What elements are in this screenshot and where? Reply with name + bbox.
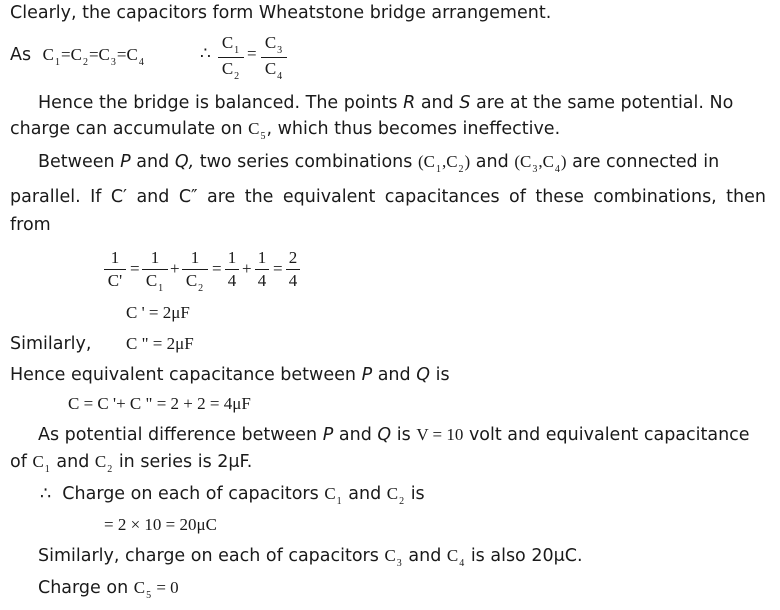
- equals-sign: =: [247, 44, 257, 63]
- statement-line: [10, 2, 551, 24]
- therefore-symbol: ∴: [200, 44, 211, 63]
- series-paragraph-line3: from: [10, 215, 51, 235]
- charge-c1-c2-line: ∴ Charge on each of capacitors $C_1$ and $C_2$ is: [40, 484, 425, 507]
- balanced-paragraph-line1: Hence the bridge is balanced. The points R and S are at the same potential. No: [38, 93, 734, 113]
- similarly-label: Similarly,: [10, 334, 92, 354]
- fraction-1-over-c2: 1 $C_2$: [182, 248, 208, 294]
- fraction-2-over-4: 2 4: [286, 248, 300, 291]
- capacitor-equality: $C_1=C_2=C_3=C_4$: [42, 45, 144, 68]
- equality-equation: [10, 44, 145, 69]
- charge-c3-c4-line: Similarly, charge on each of capacitors $C_3$ and $C_4$ is also 20μC.: [38, 546, 583, 569]
- charge-c5-line: Charge on $C_5 = 0$: [38, 578, 179, 601]
- fraction-1-over-4-b: 1 4: [255, 248, 269, 291]
- fraction-1-over-4-a: 1 4: [225, 248, 239, 291]
- cdoubleprime-result: C " = 2μF: [126, 334, 194, 353]
- ratio-fraction-right: $C_3$ $C_4$: [261, 33, 287, 82]
- statement-text: Clearly, the capacitors form Wheatstone bridge arrangement.: [10, 3, 552, 23]
- as-label: As: [10, 45, 32, 65]
- charge-value-equation: = 2 × 10 = 20μC: [104, 515, 217, 534]
- total-capacitance-equation: C = C '+ C " = 2 + 2 = 4μF: [68, 394, 251, 413]
- ratio-fraction-left: $C_1$ $C_2$: [218, 33, 244, 82]
- fraction-1-over-cprime: 1 C': [104, 248, 126, 291]
- potential-paragraph-line1: As potential difference between P and Q is V = 10 volt and equivalent capacitance: [38, 425, 750, 445]
- series-paragraph-line1: Between P and Q, two series combinations $(C_1,C_2)$ and $(C_3,C_4)$ are connected in: [38, 152, 720, 175]
- fraction-1-over-c1: 1 $C_1$: [142, 248, 168, 294]
- cprime-result: C ' = 2μF: [126, 303, 190, 322]
- potential-paragraph-line2: of $C_1$ and $C_2$ in series is 2μF.: [10, 452, 253, 475]
- therefore-symbol: ∴: [40, 484, 52, 504]
- series-paragraph-line2: parallel. If C′ and C″ are the equivalent capacitances of these combinations, then: [10, 187, 766, 207]
- equivalent-capacitance-line: Hence equivalent capacitance between P and Q is: [10, 365, 450, 385]
- balanced-paragraph-line2: charge can accumulate on $C_5$, which thus becomes ineffective.: [10, 119, 561, 142]
